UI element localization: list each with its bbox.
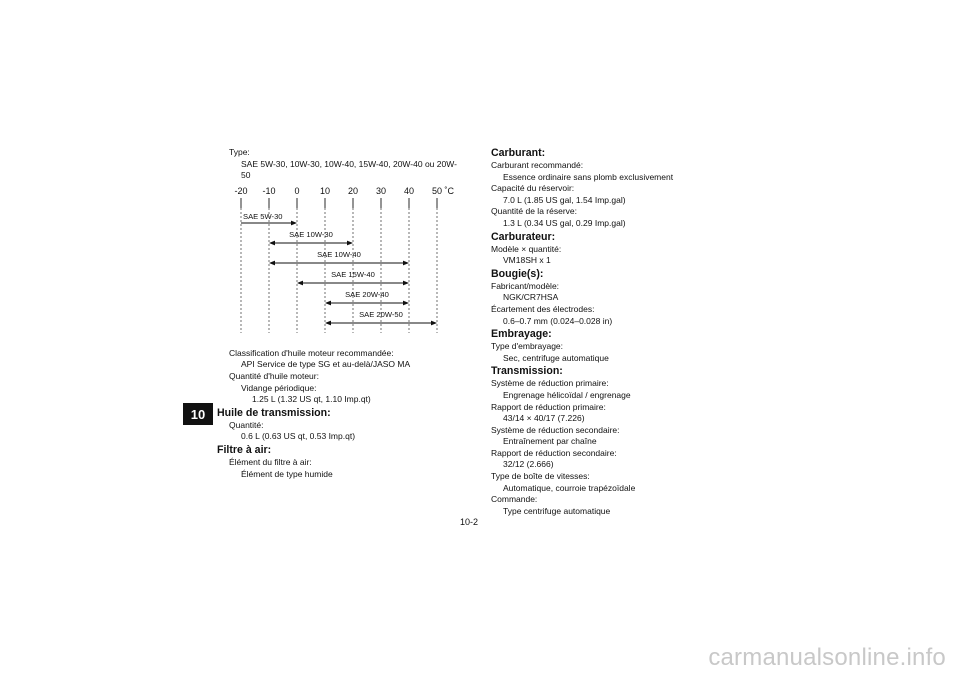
viscosity-chart-svg	[225, 186, 470, 348]
right-column	[491, 146, 741, 517]
periodic-change-label: Vidange périodique:	[241, 382, 317, 393]
spark-plug-maker-label: Fabricant/modèle:	[491, 280, 560, 291]
secondary-system-label: Système de réduction secondaire:	[491, 424, 620, 435]
air-filter-value: Élément de type humide	[241, 468, 333, 479]
clutch-type-label: Type d'embrayage:	[491, 341, 564, 352]
fuel-recommended-value: Essence ordinaire sans plomb exclusivement	[503, 171, 674, 182]
oil-type-label: Type:	[229, 147, 250, 157]
arrow-left	[269, 260, 275, 265]
series-label: SAE 10W-30	[289, 229, 333, 239]
reserve-value: 1.3 L (0.34 US gal, 0.29 Imp.gal)	[503, 217, 626, 228]
series-label: SAE 10W-40	[317, 249, 361, 259]
tick-label: 50 ˚C	[432, 185, 455, 196]
oil-type-value-2: 50	[241, 170, 251, 181]
fuel-heading: Carburant:	[491, 147, 546, 159]
classification-label: Classification d'huile moteur recommandée:	[229, 347, 394, 358]
tick-label: -20	[234, 185, 248, 196]
reserve-label: Quantité de la réserve:	[491, 206, 577, 217]
series-label: SAE 15W-40	[331, 269, 375, 279]
arrow-left	[325, 300, 331, 305]
spark-plug-gap-value: 0.6–0.7 mm (0.024–0.028 in)	[503, 315, 613, 326]
control-label: Commande:	[491, 494, 538, 505]
secondary-ratio-label: Rapport de réduction secondaire:	[491, 447, 617, 458]
spark-plug-heading: Bougie(s):	[491, 267, 544, 280]
arrow-right	[403, 260, 409, 265]
series-label: SAE 5W-30	[243, 211, 283, 221]
tick-label: -10	[262, 185, 276, 196]
oil-viscosity-chart	[225, 186, 470, 348]
arrow-left	[269, 240, 275, 245]
arrow-right	[403, 300, 409, 305]
tank-capacity-label: Capacité du réservoir:	[491, 183, 575, 194]
transmission-oil-heading: Huile de transmission:	[217, 406, 331, 419]
tick-label: 40	[403, 185, 415, 196]
periodic-change-value: 1.25 L (1.32 US qt, 1.10 Imp.qt)	[252, 394, 371, 405]
primary-ratio-value: 43/14 × 40/17 (7.226)	[503, 413, 585, 424]
air-filter-heading: Filtre à air:	[217, 443, 272, 456]
arrow-right	[431, 320, 437, 325]
classification-value: API Service de type SG et au-delà/JASO MA	[241, 359, 411, 370]
series-label: SAE 20W-50	[359, 309, 403, 319]
arrow-right	[291, 220, 297, 225]
gearbox-type-label: Type de boîte de vitesses:	[491, 471, 590, 482]
oil-type-value-1: SAE 5W-30, 10W-30, 10W-40, 15W-40, 20W-40 ou 20W-	[241, 158, 457, 169]
carburetor-label: Modèle × quantité:	[491, 243, 562, 254]
fuel-recommended-label: Carburant recommandé:	[491, 160, 584, 170]
left-column	[217, 147, 474, 480]
tick-label: 20	[347, 185, 359, 196]
series-label: SAE 20W-40	[345, 289, 389, 299]
transmission-quantity-label: Quantité:	[229, 419, 264, 430]
arrow-left	[297, 280, 303, 285]
arrow-left	[325, 320, 331, 325]
primary-ratio-label: Rapport de réduction primaire:	[491, 401, 606, 412]
air-filter-label: Élément du filtre à air:	[229, 456, 312, 467]
control-value: Type centrifuge automatique	[503, 505, 611, 516]
primary-system-value: Engrenage hélicoïdal / engrenage	[503, 389, 631, 400]
carburetor-heading: Carburateur:	[491, 230, 556, 243]
clutch-heading: Embrayage:	[491, 328, 552, 341]
watermark: carmanualsonline.info	[708, 644, 946, 671]
tick-label: 10	[319, 185, 331, 196]
spark-plug-maker-value: NGK/CR7HSA	[503, 292, 559, 303]
arrow-right	[347, 240, 353, 245]
tick-label: 30	[375, 185, 387, 196]
gearbox-type-value: Automatique, courroie trapézoïdale	[503, 482, 636, 493]
secondary-system-value: Entraînement par chaîne	[503, 436, 597, 447]
chapter-tab: 10	[183, 403, 213, 425]
oil-quantity-label: Quantité d'huile moteur:	[229, 370, 319, 381]
page-number: 10-2	[460, 517, 479, 527]
transmission-quantity-value: 0.6 L (0.63 US qt, 0.53 Imp.qt)	[241, 431, 356, 442]
primary-system-label: Système de réduction primaire:	[491, 378, 609, 389]
transmission-heading: Transmission:	[491, 365, 563, 378]
secondary-ratio-value: 32/12 (2.666)	[503, 459, 554, 470]
tick-label: 0	[294, 185, 300, 196]
tank-capacity-value: 7.0 L (1.85 US gal, 1.54 Imp.gal)	[503, 194, 626, 205]
carburetor-value: VM18SH x 1	[503, 255, 551, 266]
clutch-type-value: Sec, centrifuge automatique	[503, 352, 609, 363]
arrow-right	[403, 280, 409, 285]
spark-plug-gap-label: Écartement des électrodes:	[491, 303, 595, 314]
